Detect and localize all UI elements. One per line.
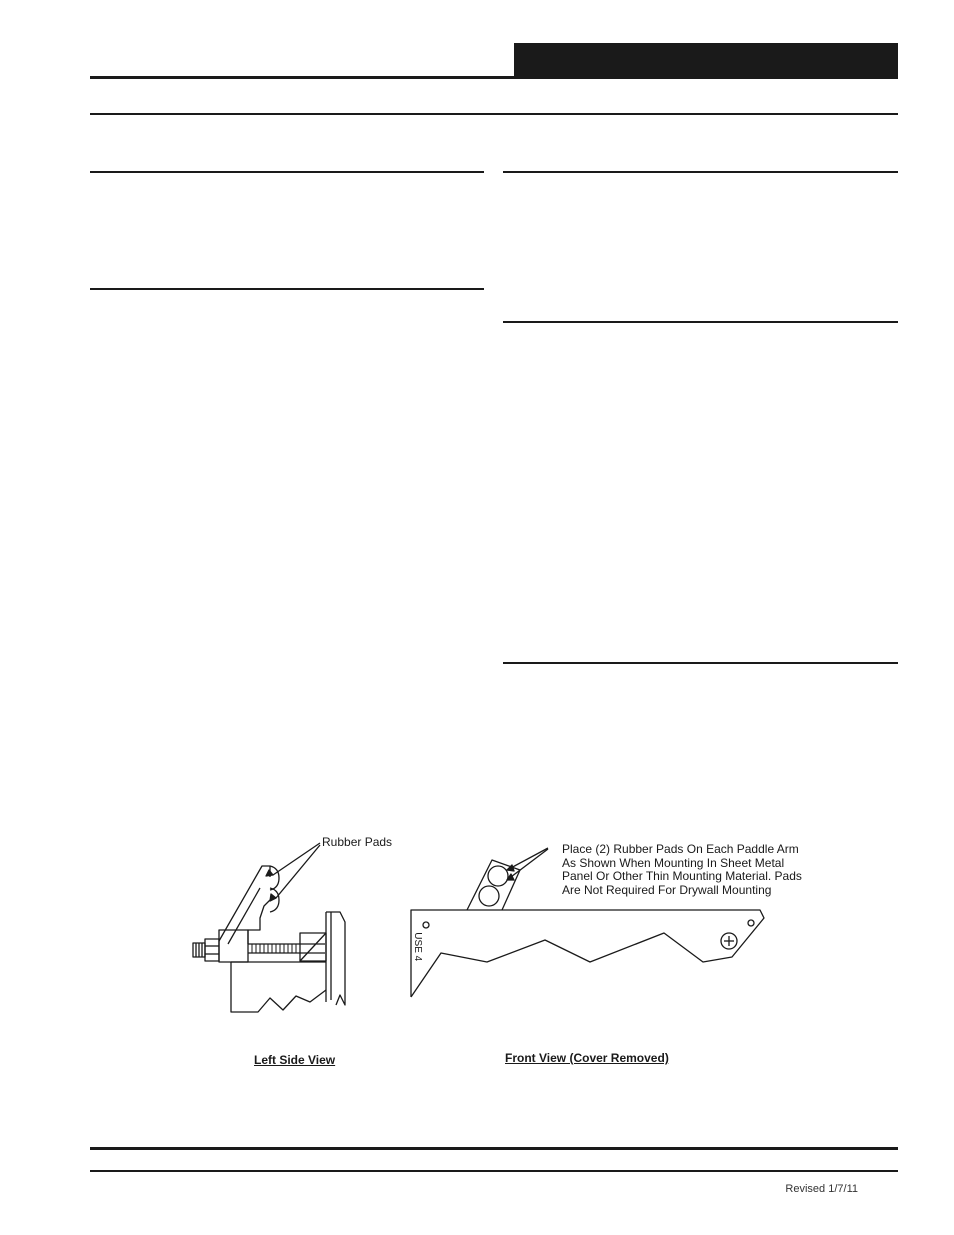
pad-note-line-4: Are Not Required For Drywall Mounting [562, 882, 772, 897]
use-4-marking: USE 4 [412, 932, 424, 962]
pad-note-line-1: Place (2) Rubber Pads On Each Paddle Arm [562, 842, 799, 856]
rubber-pads-callout: Rubber Pads [322, 835, 393, 849]
pad-note-line-2: As Shown When Mounting In Sheet Metal [562, 855, 785, 870]
left-side-view-caption: Left Side View [254, 1053, 336, 1067]
revision-date: Revised 1/7/11 [785, 1183, 858, 1195]
pad-note-line-3: Panel Or Other Thin Mounting Material. Pads [562, 869, 802, 883]
front-view-caption: Front View (Cover Removed) [505, 1051, 669, 1065]
footer-rule-1 [90, 1147, 898, 1150]
footer-rule-2 [90, 1170, 898, 1172]
